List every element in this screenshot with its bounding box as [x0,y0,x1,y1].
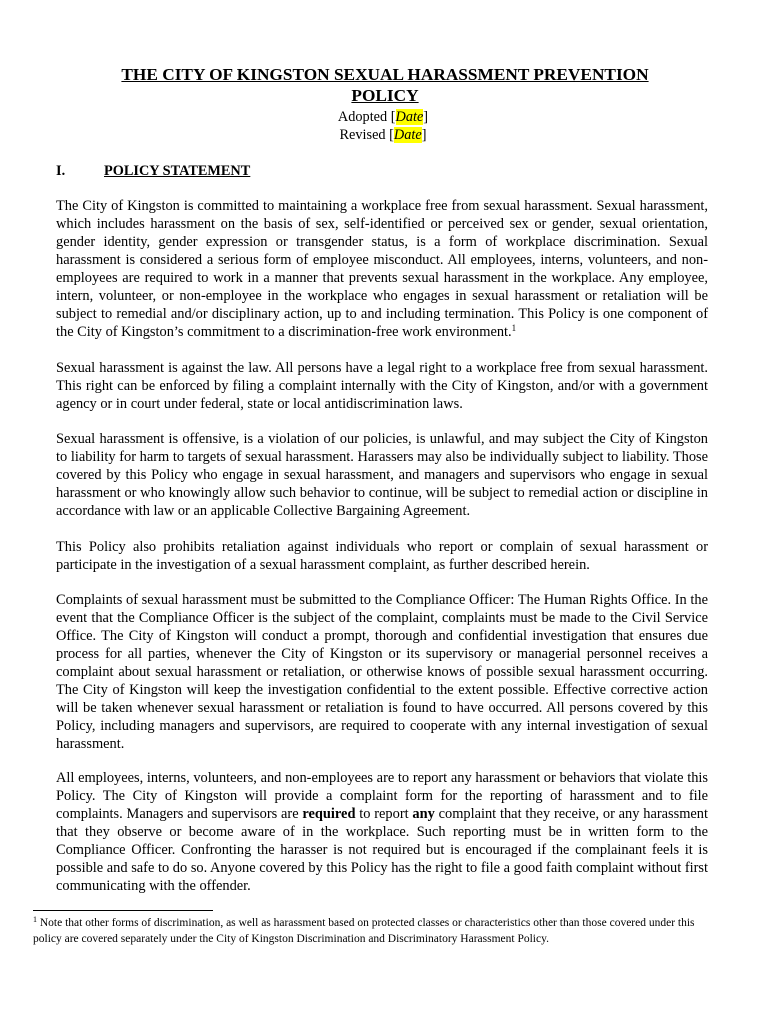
adopted-date-line [0,108,766,126]
emphasis-required: required [302,806,356,822]
revised-bracket: ] [421,127,427,143]
revised-date-placeholder: Date [393,127,422,143]
paragraph-1-text: The City of Kingston is committed to maintaining a workplace free from sexual harassment. Sexual harassment, which includes harassment on the basis of sex, self-identified or perceived sex or gender, sexual orientation, gender identity, gender expression or transgender status, is a form of workplace discrimination. Sexual harassment is considered a serious form of employee misconduct. All employees, interns, volunteers, and non-employees are required to work in a manner that prevents sexual harassment in the workplace. Any employee, intern, volunteer, or non-employee in the workplace who engages in sexual harassment or retaliation will be subject to remedial and/or disciplinary action, up to and including termination. This Policy is one component of the City of Kingston’s commitment to a discrimination-free work environment. [56,198,708,340]
revised-date-line [0,126,766,144]
footnote-divider [33,910,213,911]
footnote-marker: 1 [33,915,37,924]
paragraph-6-text-a: All employees, interns, volunteers, and non-employees are to report any harassment or behaviors that violate this Policy. The City of Kingston will provide a complaint form for the reporting of harassment and to file complaints. Managers and supervisors are [56,770,708,822]
emphasis-any: any [412,806,435,822]
paragraph-6-text-b: to report [355,806,413,822]
revised-label: Revised [ [339,127,394,143]
paragraph-6 [56,769,708,895]
paragraph-4: This Policy also prohibits retaliation against individuals who report or complain of sexual harassment or participate in the investigation of a sexual harassment complaint, as further described herein. [56,539,708,573]
paragraph-2: Sexual harassment is against the law. All persons have a legal right to a workplace free from sexual harassment. This right can be enforced by filing a complaint internally with the City of Kingston, and/or with a government agency or in court under federal, state or local antidiscrimination laws. [56,360,708,412]
footnote-text: Note that other forms of discrimination, as well as harassment based on protected classes or characteristics other than those covered under this policy are covered separately under the City of Kingston Discrimination and Discriminatory Harassment Policy. [33,917,695,945]
footnote-reference: 1 [511,323,517,333]
paragraph-5: Complaints of sexual harassment must be submitted to the Compliance Officer: The Human Rights Office. In the event that the Compliance Officer is the subject of the complaint, complaints must be made to the Civil Service Office. The City of Kingston will conduct a prompt, thorough and confidential investigation that ensures due process for all parties, whenever the City of Kingston or its supervisory or managerial personnel receives a complaint about sexual harassment or retaliation, or otherwise knows of possible sexual harassment occurring. The City of Kingston will keep the investigation confidential to the extent possible. Effective corrective action will be taken whenever sexual harassment or retaliation is found to have occurred. All persons covered by this Policy, including managers and supervisors, are required to cooperate with any internal investigation of sexual harassment. [56,592,708,752]
title-line-2: POLICY [351,86,419,105]
paragraph-6-text-c: complaint that they receive, or any harassment that they observe or become aware of in the workplace. Such reporting must be in written form to the Compliance Officer. Confronting the harasser is not required but is encouraged if the complainant feels it is possible and safe to do so. Anyone covered by this Policy has the right to file a good faith complaint without first communicating with the offender. [56,806,708,894]
adopted-label: Adopted [ [337,109,396,125]
document-title [0,64,770,106]
section-title: POLICY STATEMENT [104,163,251,179]
paragraph-3: Sexual harassment is offensive, is a violation of our policies, is unlawful, and may subject the City of Kingston to liability for harm to targets of sexual harassment. Harassers may also be individually subject to liability. Those covered by this Policy who engage in sexual harassment, and managers and supervisors who engage in sexual harassment or who knowingly allow such behavior to continue, will be subject to remedial action or discipline in accordance with law or an applicable Collective Bargaining Agreement. [56,431,708,519]
adopted-bracket: ] [423,109,429,125]
title-line-1: THE CITY OF KINGSTON SEXUAL HARASSMENT PREVENTION [121,65,649,84]
adopted-date-placeholder: Date [395,109,424,125]
section-number: I. [56,163,66,179]
paragraph-1 [56,197,708,341]
section-heading [56,162,250,180]
footnote [33,916,707,947]
